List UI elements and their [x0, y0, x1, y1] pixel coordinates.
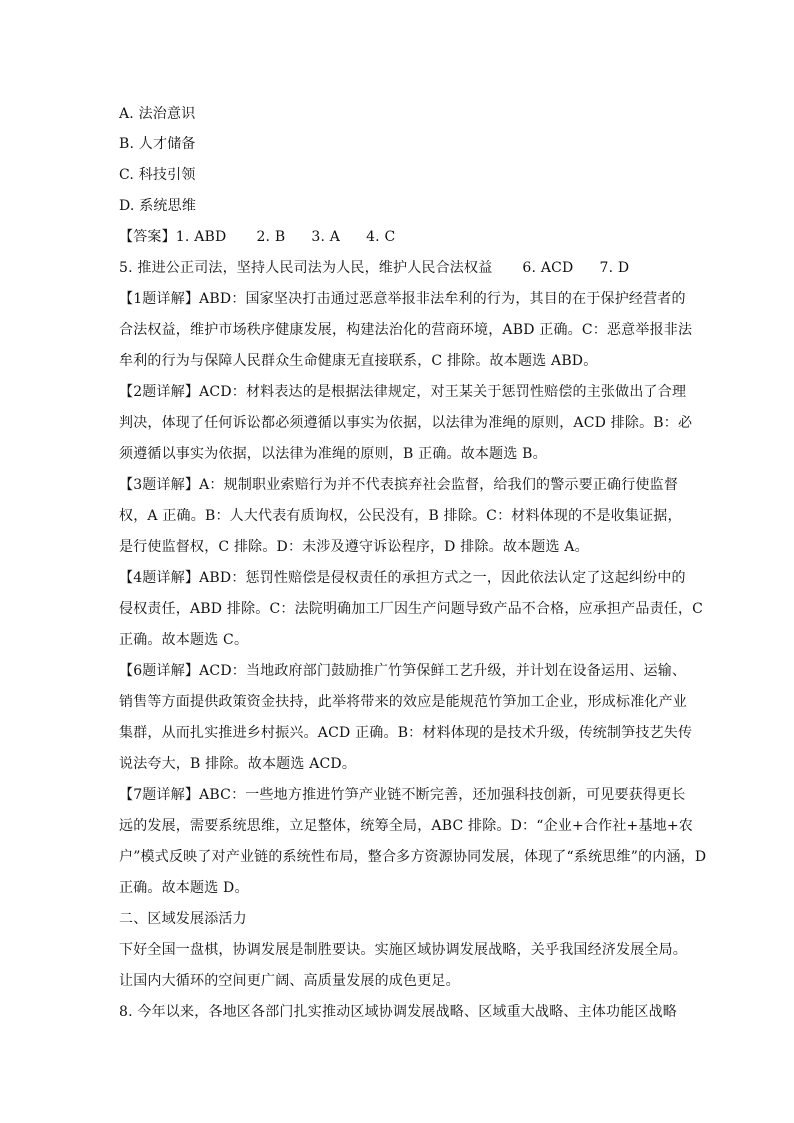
explanation-line: 【2题详解】ACD：材料表达的是根据法律规定，对王某关于惩罚性赔偿的主张做出了合理	[119, 384, 687, 400]
explanation-line: 须遵循以事实为依据，以法律为准绳的原则，B 正确。故本题选 B。	[119, 446, 547, 462]
explanation-line: 【3题详解】A：规制职业索赔行为并不代表摈弃社会监督，给我们的警示要正确行使监督	[119, 477, 679, 493]
answer-3: 3. A	[311, 229, 341, 245]
answer-4: 4. C	[366, 229, 396, 245]
explanation-line: 合法权益，维护市场秩序健康发展，构建法治化的营商环境，ABD 正确。C：恶意举报非法	[119, 322, 693, 338]
answer-label: 【答案】1. ABD	[119, 229, 227, 245]
explanation-line: 牟利的行为与保障人民群众生命健康无直接联系，C 排除。故本题选 ABD。	[119, 353, 598, 369]
option-b: B. 人才储备	[119, 136, 196, 152]
explanation-line: 说法夸大，B 排除。故本题选 ACD。	[119, 756, 357, 772]
option-d: D. 系统思维	[119, 198, 197, 214]
intro-line: 下好全国一盘棋，协调发展是制胜要诀。实施区域协调发展战略，关乎我国经济发展全局。	[119, 942, 687, 958]
question-8: 8. 今年以来，各地区各部门扎实推动区域协调发展战略、区域重大战略、主体功能区战略	[119, 1004, 678, 1020]
explanation-line: 正确。故本题选 D。	[119, 880, 249, 896]
explanation-line: 判决，体现了任何诉讼都必须遵循以事实为依据，以法律为准绳的原则，ACD 排除。B：必	[119, 415, 693, 431]
answer-6: 6. ACD	[522, 260, 574, 276]
option-c: C. 科技引领	[119, 167, 196, 183]
intro-line: 让国内大循环的空间更广阔、高质量发展的成色更足。	[119, 973, 460, 989]
answer-line-2	[119, 259, 629, 277]
explanation-line: 【1题详解】ABD：国家坚决打击通过恶意举报非法牟利的行为，其目的在于保护经营者的	[119, 291, 686, 307]
explanation-line: 户”模式反映了对产业链的系统性布局，整合多方资源协同发展，体现了“系统思维”的内涵，D	[119, 849, 707, 865]
explanation-line: 【7题详解】ABC：一些地方推进竹笋产业链不断完善，还加强科技创新，可见要获得更长	[119, 787, 686, 803]
answer-2: 2. B	[256, 229, 286, 245]
explanation-line: 是行使监督权，C 排除。D：未涉及遵守诉讼程序，D 排除。故本题选 A。	[119, 539, 589, 555]
answer-5: 5. 推进公正司法，坚持人民司法为人民，维护人民合法权益	[119, 260, 493, 276]
answer-line-1	[119, 228, 395, 246]
answer-7: 7. D	[599, 260, 630, 276]
explanation-line: 正确。故本题选 C。	[119, 632, 249, 648]
option-a: A. 法治意识	[119, 106, 196, 122]
explanation-line: 权，A 正确。B：人大代表有质询权，公民没有，B 排除。C：材料体现的不是收集证据，	[119, 508, 682, 524]
explanation-line: 集群，从而扎实推进乡村振兴。ACD 正确。B：材料体现的是技术升级，传统制笋技艺失传	[119, 725, 693, 741]
explanation-line: 销售等方面提供政策资金扶持，此举将带来的效应是能规范竹笋加工企业，形成标准化产业	[119, 694, 687, 710]
section-title: 二、区域发展添活力	[119, 911, 247, 927]
explanation-line: 【6题详解】ACD：当地政府部门鼓励推广竹笋保鲜工艺升级，并计划在设备运用、运输、	[119, 663, 687, 679]
explanation-line: 侵权责任，ABD 排除。C：法院明确加工厂因生产问题导致产品不合格，应承担产品责任，C	[119, 601, 704, 617]
explanation-line: 远的发展，需要系统思维，立足整体，统筹全局，ABC 排除。D：“企业+合作社+基地+农	[119, 818, 693, 834]
explanation-line: 【4题详解】ABD：惩罚性赔偿是侵权责任的承担方式之一，因此依法认定了这起纠纷中的	[119, 570, 686, 586]
